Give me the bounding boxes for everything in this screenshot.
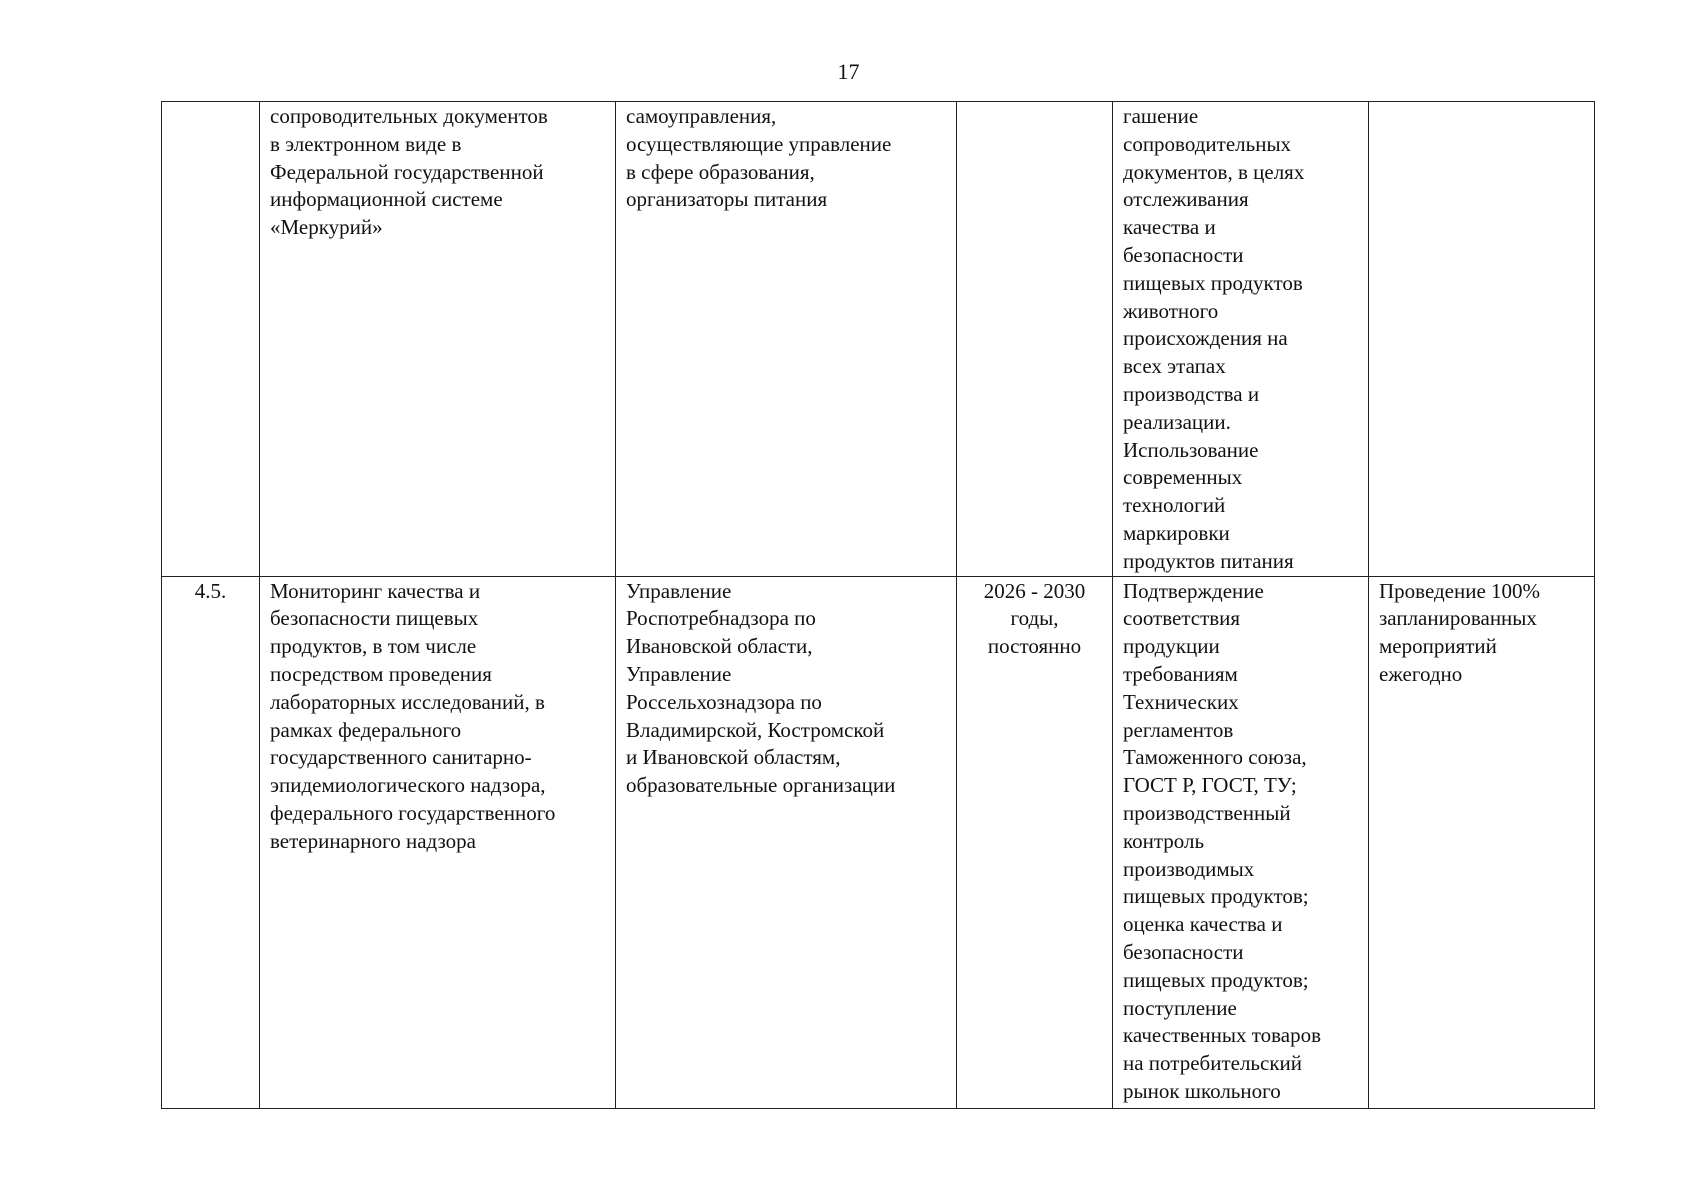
cell-line: рамках федерального bbox=[270, 717, 462, 742]
cell-line: самоуправления, bbox=[626, 104, 777, 128]
cell-line: Проведение 100% bbox=[1379, 578, 1541, 603]
cell-number: 4.5. bbox=[162, 576, 260, 1108]
cell-line: Федеральной государственной bbox=[270, 159, 544, 184]
cell-line: в электронном виде в bbox=[270, 131, 462, 156]
cell-line: эпидемиологического надзора, bbox=[270, 773, 546, 798]
cell-line: требованиям bbox=[1123, 661, 1238, 686]
cell-line: Использование bbox=[1123, 437, 1259, 462]
cell-line: производства и bbox=[1123, 381, 1260, 406]
cell-line: качества и bbox=[1123, 215, 1216, 240]
cell-line: маркировки bbox=[1123, 520, 1230, 545]
cell-indicator bbox=[1369, 102, 1595, 577]
cell-line: безопасности пищевых bbox=[270, 606, 479, 631]
cell-term bbox=[957, 102, 1113, 577]
cell-line: поступление bbox=[1123, 995, 1237, 1020]
cell-line: сопроводительных bbox=[1123, 131, 1292, 156]
cell-line: безопасности bbox=[1123, 939, 1244, 964]
cell-line: лабораторных исследований, в bbox=[270, 689, 545, 714]
cell-line: осуществляющие управление bbox=[626, 131, 892, 156]
cell-line: образовательные организации bbox=[626, 773, 896, 798]
cell-line: Роспотребнадзора по bbox=[626, 606, 816, 631]
cell-line: соответствия bbox=[1123, 606, 1241, 631]
cell-line: ветеринарного надзора bbox=[270, 828, 476, 853]
cell-line: Таможенного союза, bbox=[1123, 745, 1307, 770]
cell-line: Россельхознадзора по bbox=[626, 689, 822, 714]
page-number: 17 bbox=[837, 59, 860, 84]
cell-line: 2026 - 2030 bbox=[983, 578, 1086, 603]
cell-line: Владимирской, Костромской bbox=[626, 717, 885, 742]
table-row bbox=[162, 576, 1595, 1108]
cell-number bbox=[162, 102, 260, 577]
cell-line: всех этапах bbox=[1123, 354, 1226, 379]
cell-line: Технических bbox=[1123, 689, 1239, 714]
cell-line: отслеживания bbox=[1123, 187, 1249, 212]
cell-measure bbox=[260, 102, 616, 577]
cell-line: «Меркурий» bbox=[270, 215, 383, 240]
cell-line: Мониторинг качества и bbox=[270, 578, 481, 603]
cell-line: Ивановской области, bbox=[626, 634, 813, 659]
cell-line: пищевых продуктов; bbox=[1123, 884, 1309, 909]
cell-line: безопасности bbox=[1123, 242, 1244, 267]
cell-line: организаторы питания bbox=[626, 187, 828, 212]
cell-line: в сфере образования, bbox=[626, 159, 815, 184]
cell-line: происхождения на bbox=[1123, 326, 1288, 351]
cell-line: федерального государственного bbox=[270, 800, 556, 825]
cell-line: годы, bbox=[1010, 606, 1059, 631]
cell-line: постоянно bbox=[987, 634, 1082, 659]
cell-line: качественных товаров bbox=[1123, 1023, 1321, 1048]
cell-line: современных bbox=[1123, 465, 1243, 490]
cell-line: контроль bbox=[1123, 828, 1205, 853]
cell-line: производимых bbox=[1123, 856, 1255, 881]
cell-line: рынок школьного bbox=[1123, 1078, 1281, 1103]
cell-indicator bbox=[1369, 576, 1595, 1108]
cell-result bbox=[1113, 102, 1369, 577]
cell-line: сопроводительных документов bbox=[270, 104, 548, 128]
cell-line: гашение bbox=[1123, 104, 1199, 128]
cell-line: оценка качества и bbox=[1123, 912, 1283, 937]
cell-executors bbox=[616, 576, 957, 1108]
cell-line: продукции bbox=[1123, 634, 1220, 659]
cell-measure bbox=[260, 576, 616, 1108]
measures-table bbox=[161, 101, 1595, 1109]
cell-line: пищевых продуктов; bbox=[1123, 967, 1309, 992]
cell-line: Управление bbox=[626, 578, 732, 603]
cell-term bbox=[957, 576, 1113, 1108]
cell-line: документов, в целях bbox=[1123, 159, 1305, 184]
cell-line: информационной системе bbox=[270, 187, 503, 212]
cell-line: Подтверждение bbox=[1123, 578, 1264, 603]
cell-line: производственный bbox=[1123, 800, 1291, 825]
cell-line: государственного санитарно- bbox=[270, 745, 532, 770]
cell-line: ежегодно bbox=[1379, 661, 1463, 686]
cell-line: животного bbox=[1123, 298, 1219, 323]
cell-line: продуктов питания bbox=[1123, 548, 1294, 573]
cell-line: Управление bbox=[626, 661, 732, 686]
cell-line: регламентов bbox=[1123, 717, 1234, 742]
cell-line: на потребительский bbox=[1123, 1051, 1303, 1076]
table-row bbox=[162, 102, 1595, 577]
cell-executors bbox=[616, 102, 957, 577]
cell-line: мероприятий bbox=[1379, 634, 1497, 659]
cell-line: посредством проведения bbox=[270, 661, 492, 686]
cell-line: технологий bbox=[1123, 493, 1226, 518]
cell-line: продуктов, в том числе bbox=[270, 634, 477, 659]
cell-line: пищевых продуктов bbox=[1123, 270, 1303, 295]
cell-line: реализации. bbox=[1123, 409, 1231, 434]
cell-line: запланированных bbox=[1379, 606, 1537, 631]
cell-result bbox=[1113, 576, 1369, 1108]
cell-line: ГОСТ Р, ГОСТ, ТУ; bbox=[1123, 773, 1297, 798]
cell-line: и Ивановской областям, bbox=[626, 745, 841, 770]
